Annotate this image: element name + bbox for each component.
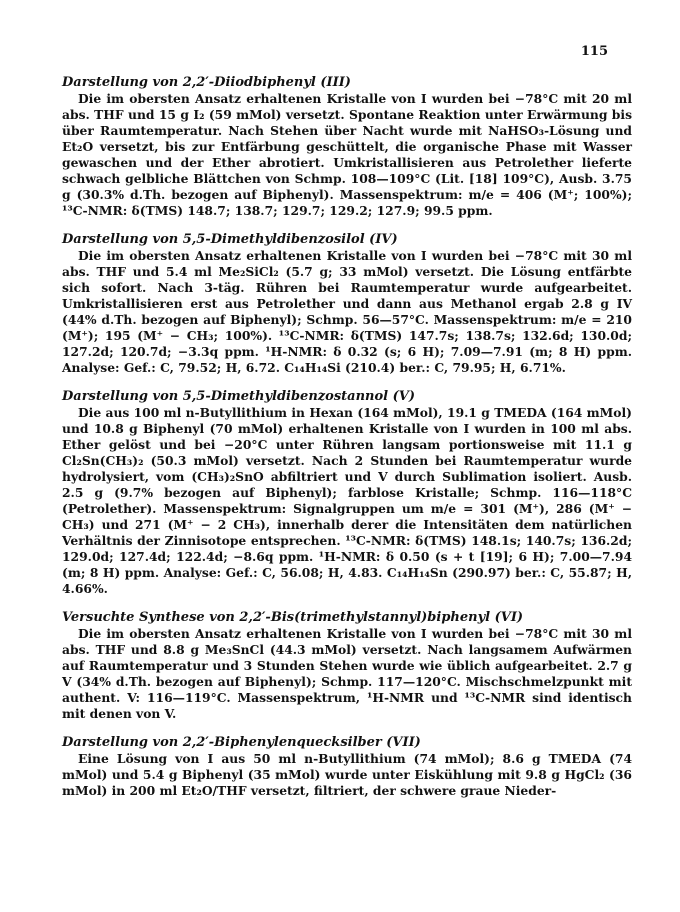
section-heading: Darstellung von 2,2′-Diiodbiphenyl (III) (62, 75, 351, 90)
section-body: Die im obersten Ansatz erhaltenen Kristalle von I wurden bei −78°C mit 30 ml abs. THF und 8.8 g Me₃SnCl (44.3 mMol) versetzt. Nach langsamem Aufwärmen auf Raumtemperatur und 3 Stunden Stehen wurde wie üblich aufgearbeitet. 2.7 g V (34% d.Th. bezogen auf Biphenyl); Schmp. 117—120°C. Mischschmelzpunkt mit authent. V: 116—119°C. Massenspektrum, ¹H-NMR und ¹³C-NMR sind identisch mit denen von V. (62, 626, 632, 721)
section-dimethyldibenzostannol (62, 388, 632, 597)
section-heading: Versuchte Synthese von 2,2′-Bis(trimethylstannyl)biphenyl (VI) (62, 610, 524, 625)
section-heading: Darstellung von 5,5-Dimethyldibenzostannol (V) (62, 389, 416, 404)
section-heading: Darstellung von 2,2′-Biphenylenquecksilber (VII) (62, 735, 421, 750)
section-diiodbiphenyl (62, 74, 632, 219)
section-body: Die im obersten Ansatz erhaltenen Kristalle von I wurden bei −78°C mit 20 ml abs. THF und 15 g I₂ (59 mMol) versetzt. Spontane Reaktion unter Erwärmung bis über Raumtemperatur. Nach Stehen über Nacht wurde mit NaHSO₃-Lösung und Et₂O versetzt, bis zur Entfärbung geschüttelt, die organische Phase mit Wasser gewaschen und der Ether abrotiert. Umkristallisieren aus Petrolether lieferte schwach gelbliche Blättchen von Schmp. 108—109°C (Lit. [18] 109°C), Ausb. 3.75 g (30.3% d.Th. bezogen auf Biphenyl). Massenspektrum: m/e = 406 (M⁺; 100%); ¹³C-NMR: δ(TMS) 148.7; 138.7; 129.7; 129.2; 127.9; 99.5 ppm. (62, 91, 632, 218)
section-body: Die im obersten Ansatz erhaltenen Kristalle von I wurden bei −78°C mit 30 ml abs. THF und 5.4 ml Me₂SiCl₂ (5.7 g; 33 mMol) versetzt. Die Lösung entfärbte sich sofort. Nach 3-täg. Rühren bei Raumtemperatur wurde aufgearbeitet. Umkristallisieren erst aus Petrolether und dann aus Methanol ergab 2.8 g IV (44% d.Th. bezogen auf Biphenyl); Schmp. 56—57°C. Massenspektrum: m/e = 210 (M⁺); 195 (M⁺ − CH₃; 100%). ¹³C-NMR: δ(TMS) 147.7s; 138.7s; 132.6d; 130.0d; 127.2d; 120.7d; −3.3q ppm. ¹H-NMR: δ 0.32 (s; 6 H); 7.09—7.91 (m; 8 H) ppm. Analyse: Gef.: C, 79.52; H, 6.72. C₁₄H₁₄Si (210.4) ber.: C, 79.95; H, 6.71%. (62, 248, 632, 375)
section-biphenylenquecksilber (62, 734, 632, 799)
section-dimethyldibenzosilol (62, 231, 632, 376)
page-number: 115 (580, 44, 608, 59)
section-bis-trimethylstannyl-biphenyl (62, 609, 632, 722)
section-body: Eine Lösung von I aus 50 ml n-Butyllithium (74 mMol); 8.6 g TMEDA (74 mMol) und 5.4 g Biphenyl (35 mMol) wurde unter Eiskühlung mit 9.8 g HgCl₂ (36 mMol) in 200 ml Et₂O/THF versetzt, filtriert, der schwere graue Nieder- (62, 751, 632, 798)
page-content (62, 74, 632, 811)
section-body: Die aus 100 ml n-Butyllithium in Hexan (164 mMol), 19.1 g TMEDA (164 mMol) und 10.8 g Biphenyl (70 mMol) erhaltenen Kristalle von I wurden in 100 ml abs. Ether gelöst und bei −20°C unter Rühren langsam portionsweise mit 11.1 g Cl₂Sn(CH₃)₂ (50.3 mMol) versetzt. Nach 2 Stunden bei Raumtemperatur wurde hydrolysiert, vom (CH₃)₂SnO abfiltriert und V durch Sublimation isoliert. Ausb. 2.5 g (9.7% bezogen auf Biphenyl); farblose Kristalle; Schmp. 116—118°C (Petrolether). Massenspektrum: Signalgruppen um m/e = 301 (M⁺), 286 (M⁺ − CH₃) und 271 (M⁺ − 2 CH₃), innerhalb derer die Intensitäten dem natürlichen Verhältnis der Zinnisotope entsprechen. ¹³C-NMR: δ(TMS) 148.1s; 140.7s; 136.2d; 129.0d; 127.4d; 122.4d; −8.6q ppm. ¹H-NMR: δ 0.50 (s + t [19]; 6 H); 7.00—7.94 (m; 8 H) ppm. Analyse: Gef.: C, 56.08; H, 4.83. C₁₄H₁₄Sn (290.97) ber.: C, 55.87; H, 4.66%. (62, 405, 632, 596)
section-heading: Darstellung von 5,5-Dimethyldibenzosilol (IV) (62, 232, 398, 247)
